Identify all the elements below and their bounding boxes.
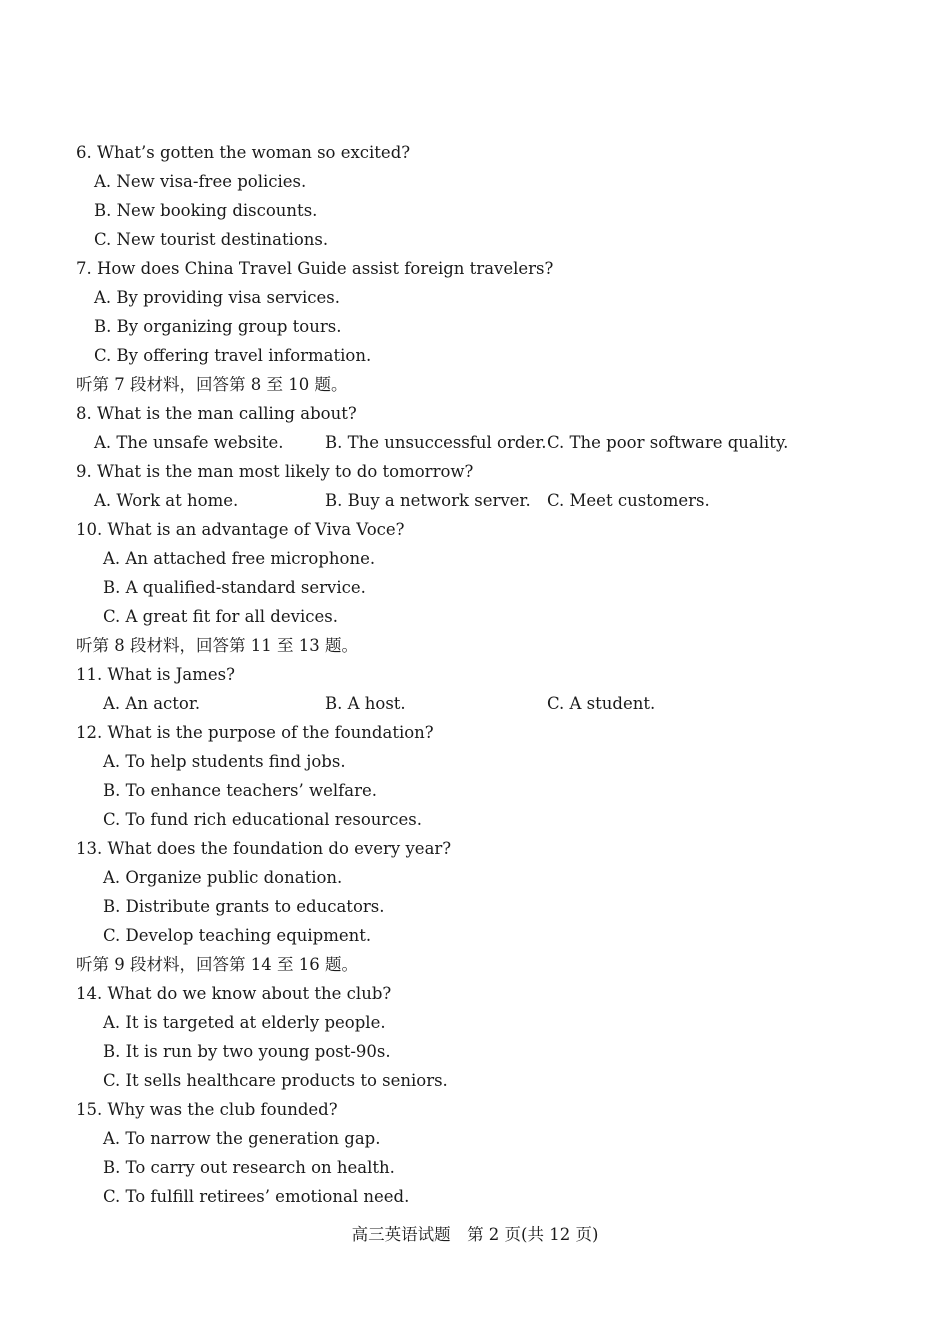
- question-7-option-a: A. By providing visa services.: [94, 288, 340, 307]
- question-10-option-a: A. An attached free microphone.: [103, 549, 376, 568]
- question-9-stem: 9. What is the man most likely to do tomorrow?: [76, 462, 474, 481]
- question-13-option-c: C. Develop teaching equipment.: [103, 926, 372, 945]
- question-9-option-b: B. Buy a network server.: [325, 491, 531, 510]
- question-15-stem: 15. Why was the club founded?: [76, 1100, 338, 1119]
- question-12-stem: 12. What is the purpose of the foundation?: [76, 723, 434, 742]
- question-6-option-a: A. New visa-free policies.: [94, 172, 307, 191]
- question-8-option-a: A. The unsafe website.: [94, 433, 284, 452]
- question-11-stem: 11. What is James?: [76, 665, 235, 684]
- question-6-option-b: B. New booking discounts.: [94, 201, 318, 220]
- section-7-instruction: 听第 7 段材料，回答第 8 至 10 题。: [76, 375, 348, 394]
- section-8-instruction: 听第 8 段材料，回答第 11 至 13 题。: [76, 636, 358, 655]
- question-8-stem: 8. What is the man calling about?: [76, 404, 357, 423]
- question-8-option-b: B. The unsuccessful order.: [325, 433, 547, 452]
- question-12-option-b: B. To enhance teachers’ welfare.: [103, 781, 377, 800]
- question-7-option-b: B. By organizing group tours.: [94, 317, 342, 336]
- question-10-option-c: C. A great fit for all devices.: [103, 607, 338, 626]
- question-6-option-c: C. New tourist destinations.: [94, 230, 329, 249]
- question-13-option-b: B. Distribute grants to educators.: [103, 897, 385, 916]
- question-11-option-c: C. A student.: [547, 694, 656, 713]
- section-9-instruction: 听第 9 段材料，回答第 14 至 16 题。: [76, 955, 358, 974]
- question-7-option-c: C. By offering travel information.: [94, 346, 372, 365]
- page-footer: 高三英语试题 第 2 页(共 12 页): [351, 1225, 599, 1244]
- question-8-option-c: C. The poor software quality.: [547, 433, 789, 452]
- question-14-option-c: C. It sells healthcare products to seniors.: [103, 1071, 448, 1090]
- question-14-option-a: A. It is targeted at elderly people.: [103, 1013, 386, 1032]
- question-11-option-a: A. An actor.: [103, 694, 201, 713]
- question-14-option-b: B. It is run by two young post-90s.: [103, 1042, 391, 1061]
- question-12-option-a: A. To help students find jobs.: [103, 752, 346, 771]
- question-10-option-b: B. A qualified-standard service.: [103, 578, 366, 597]
- question-11-option-b: B. A host.: [325, 694, 406, 713]
- question-6-stem: 6. What’s gotten the woman so excited?: [76, 143, 411, 162]
- question-7-stem: 7. How does China Travel Guide assist foreign travelers?: [76, 259, 554, 278]
- question-14-stem: 14. What do we know about the club?: [76, 984, 392, 1003]
- question-15-option-a: A. To narrow the generation gap.: [103, 1129, 381, 1148]
- question-9-option-c: C. Meet customers.: [547, 491, 710, 510]
- question-13-stem: 13. What does the foundation do every year?: [76, 839, 452, 858]
- question-13-option-a: A. Organize public donation.: [103, 868, 343, 887]
- question-10-stem: 10. What is an advantage of Viva Voce?: [76, 520, 405, 539]
- question-15-option-b: B. To carry out research on health.: [103, 1158, 395, 1177]
- question-9-option-a: A. Work at home.: [94, 491, 239, 510]
- question-12-option-c: C. To fund rich educational resources.: [103, 810, 423, 829]
- question-15-option-c: C. To fulfill retirees’ emotional need.: [103, 1187, 410, 1206]
